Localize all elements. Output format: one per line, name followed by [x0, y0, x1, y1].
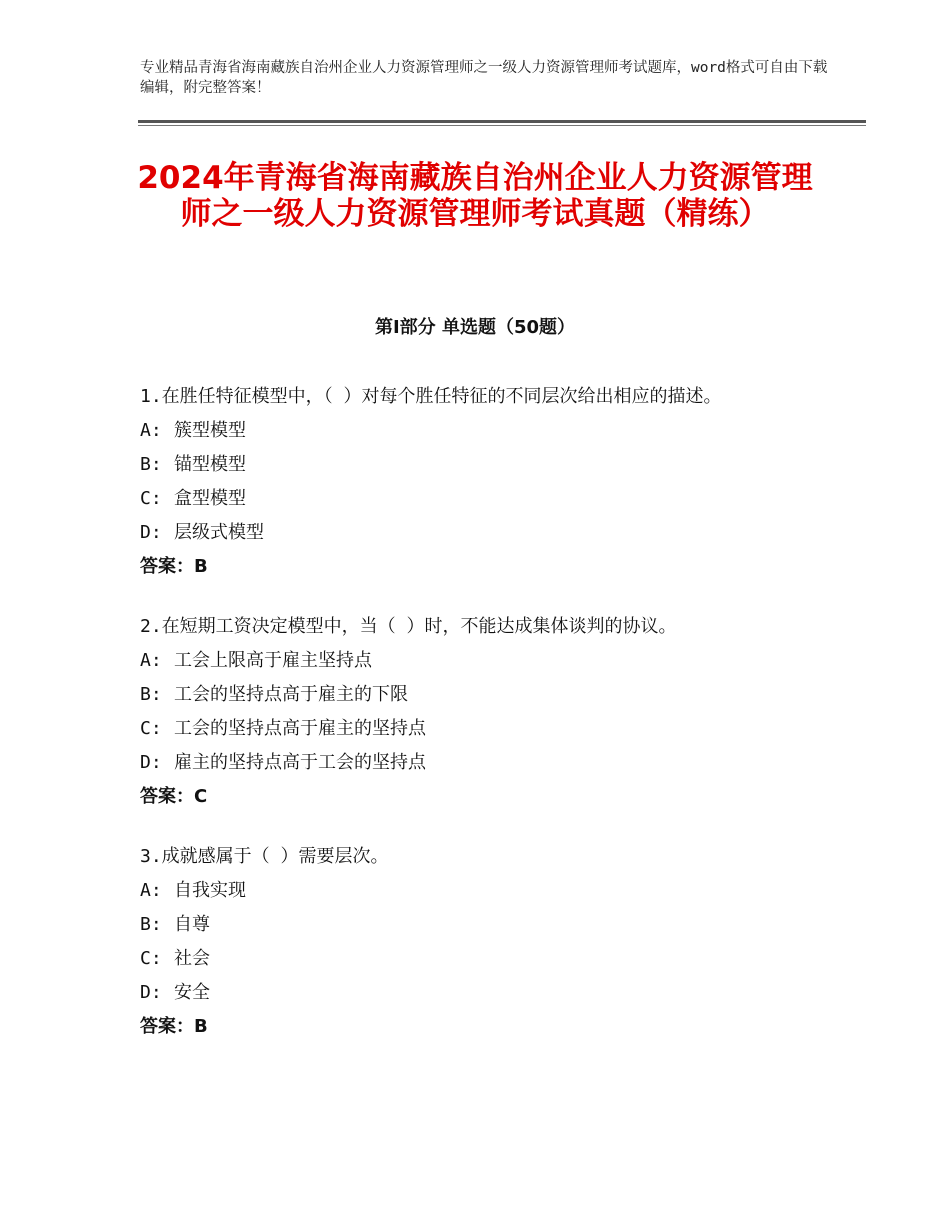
option-text: 盒型模型 [174, 488, 246, 509]
option-d [140, 976, 810, 1010]
option-letter: D: [140, 982, 162, 1003]
option-letter: C: [140, 948, 162, 969]
option-letter: A: [140, 420, 162, 441]
section-title: 第Ⅰ部分 单选题（50题） [374, 317, 575, 338]
option-letter: C: [140, 718, 162, 739]
answer-label: 答案：C [140, 786, 208, 807]
option-b [140, 678, 810, 712]
option-letter: B: [140, 914, 162, 935]
option-text: 簇型模型 [174, 420, 246, 441]
option-text: 自尊 [174, 914, 210, 935]
option-letter: D: [140, 752, 162, 773]
document-title: 2024年青海省海南藏族自治州企业人力资源管理师之一级人力资源管理师考试真题（精练） [137, 160, 813, 232]
question-list [140, 380, 810, 1070]
answer-label: 答案：B [140, 1016, 208, 1037]
option-text: 雇主的坚持点高于工会的坚持点 [174, 752, 426, 773]
option-text: 工会上限高于雇主坚持点 [174, 650, 372, 671]
option-letter: B: [140, 684, 162, 705]
option-text: 自我实现 [174, 880, 246, 901]
option-c [140, 942, 810, 976]
question-stem: 2.在短期工资决定模型中，当（ ）时，不能达成集体谈判的协议。 [140, 616, 677, 637]
option-text: 层级式模型 [174, 522, 264, 543]
option-text: 安全 [174, 982, 210, 1003]
option-a [140, 874, 810, 908]
question-1 [140, 380, 810, 584]
option-c [140, 482, 810, 516]
header-rule-thin [138, 125, 866, 126]
header-rule-thick [138, 120, 866, 123]
option-d [140, 746, 810, 780]
question-stem: 3.成就感属于（ ）需要层次。 [140, 846, 389, 867]
question-stem: 1.在胜任特征模型中，（ ）对每个胜任特征的不同层次给出相应的描述。 [140, 386, 722, 407]
option-letter: A: [140, 880, 162, 901]
option-letter: B: [140, 454, 162, 475]
option-text: 工会的坚持点高于雇主的坚持点 [174, 718, 426, 739]
option-letter: D: [140, 522, 162, 543]
option-letter: C: [140, 488, 162, 509]
option-text: 工会的坚持点高于雇主的下限 [174, 684, 408, 705]
option-a [140, 644, 810, 678]
answer-label: 答案：B [140, 556, 208, 577]
option-b [140, 448, 810, 482]
option-d [140, 516, 810, 550]
header-note: 专业精品青海省海南藏族自治州企业人力资源管理师之一级人力资源管理师考试题库，word格式可自由下载编辑，附完整答案！ [140, 60, 828, 96]
option-text: 社会 [174, 948, 210, 969]
option-c [140, 712, 810, 746]
option-text: 锚型模型 [174, 454, 246, 475]
option-a [140, 414, 810, 448]
option-b [140, 908, 810, 942]
question-2 [140, 610, 810, 814]
option-letter: A: [140, 650, 162, 671]
question-3 [140, 840, 810, 1044]
